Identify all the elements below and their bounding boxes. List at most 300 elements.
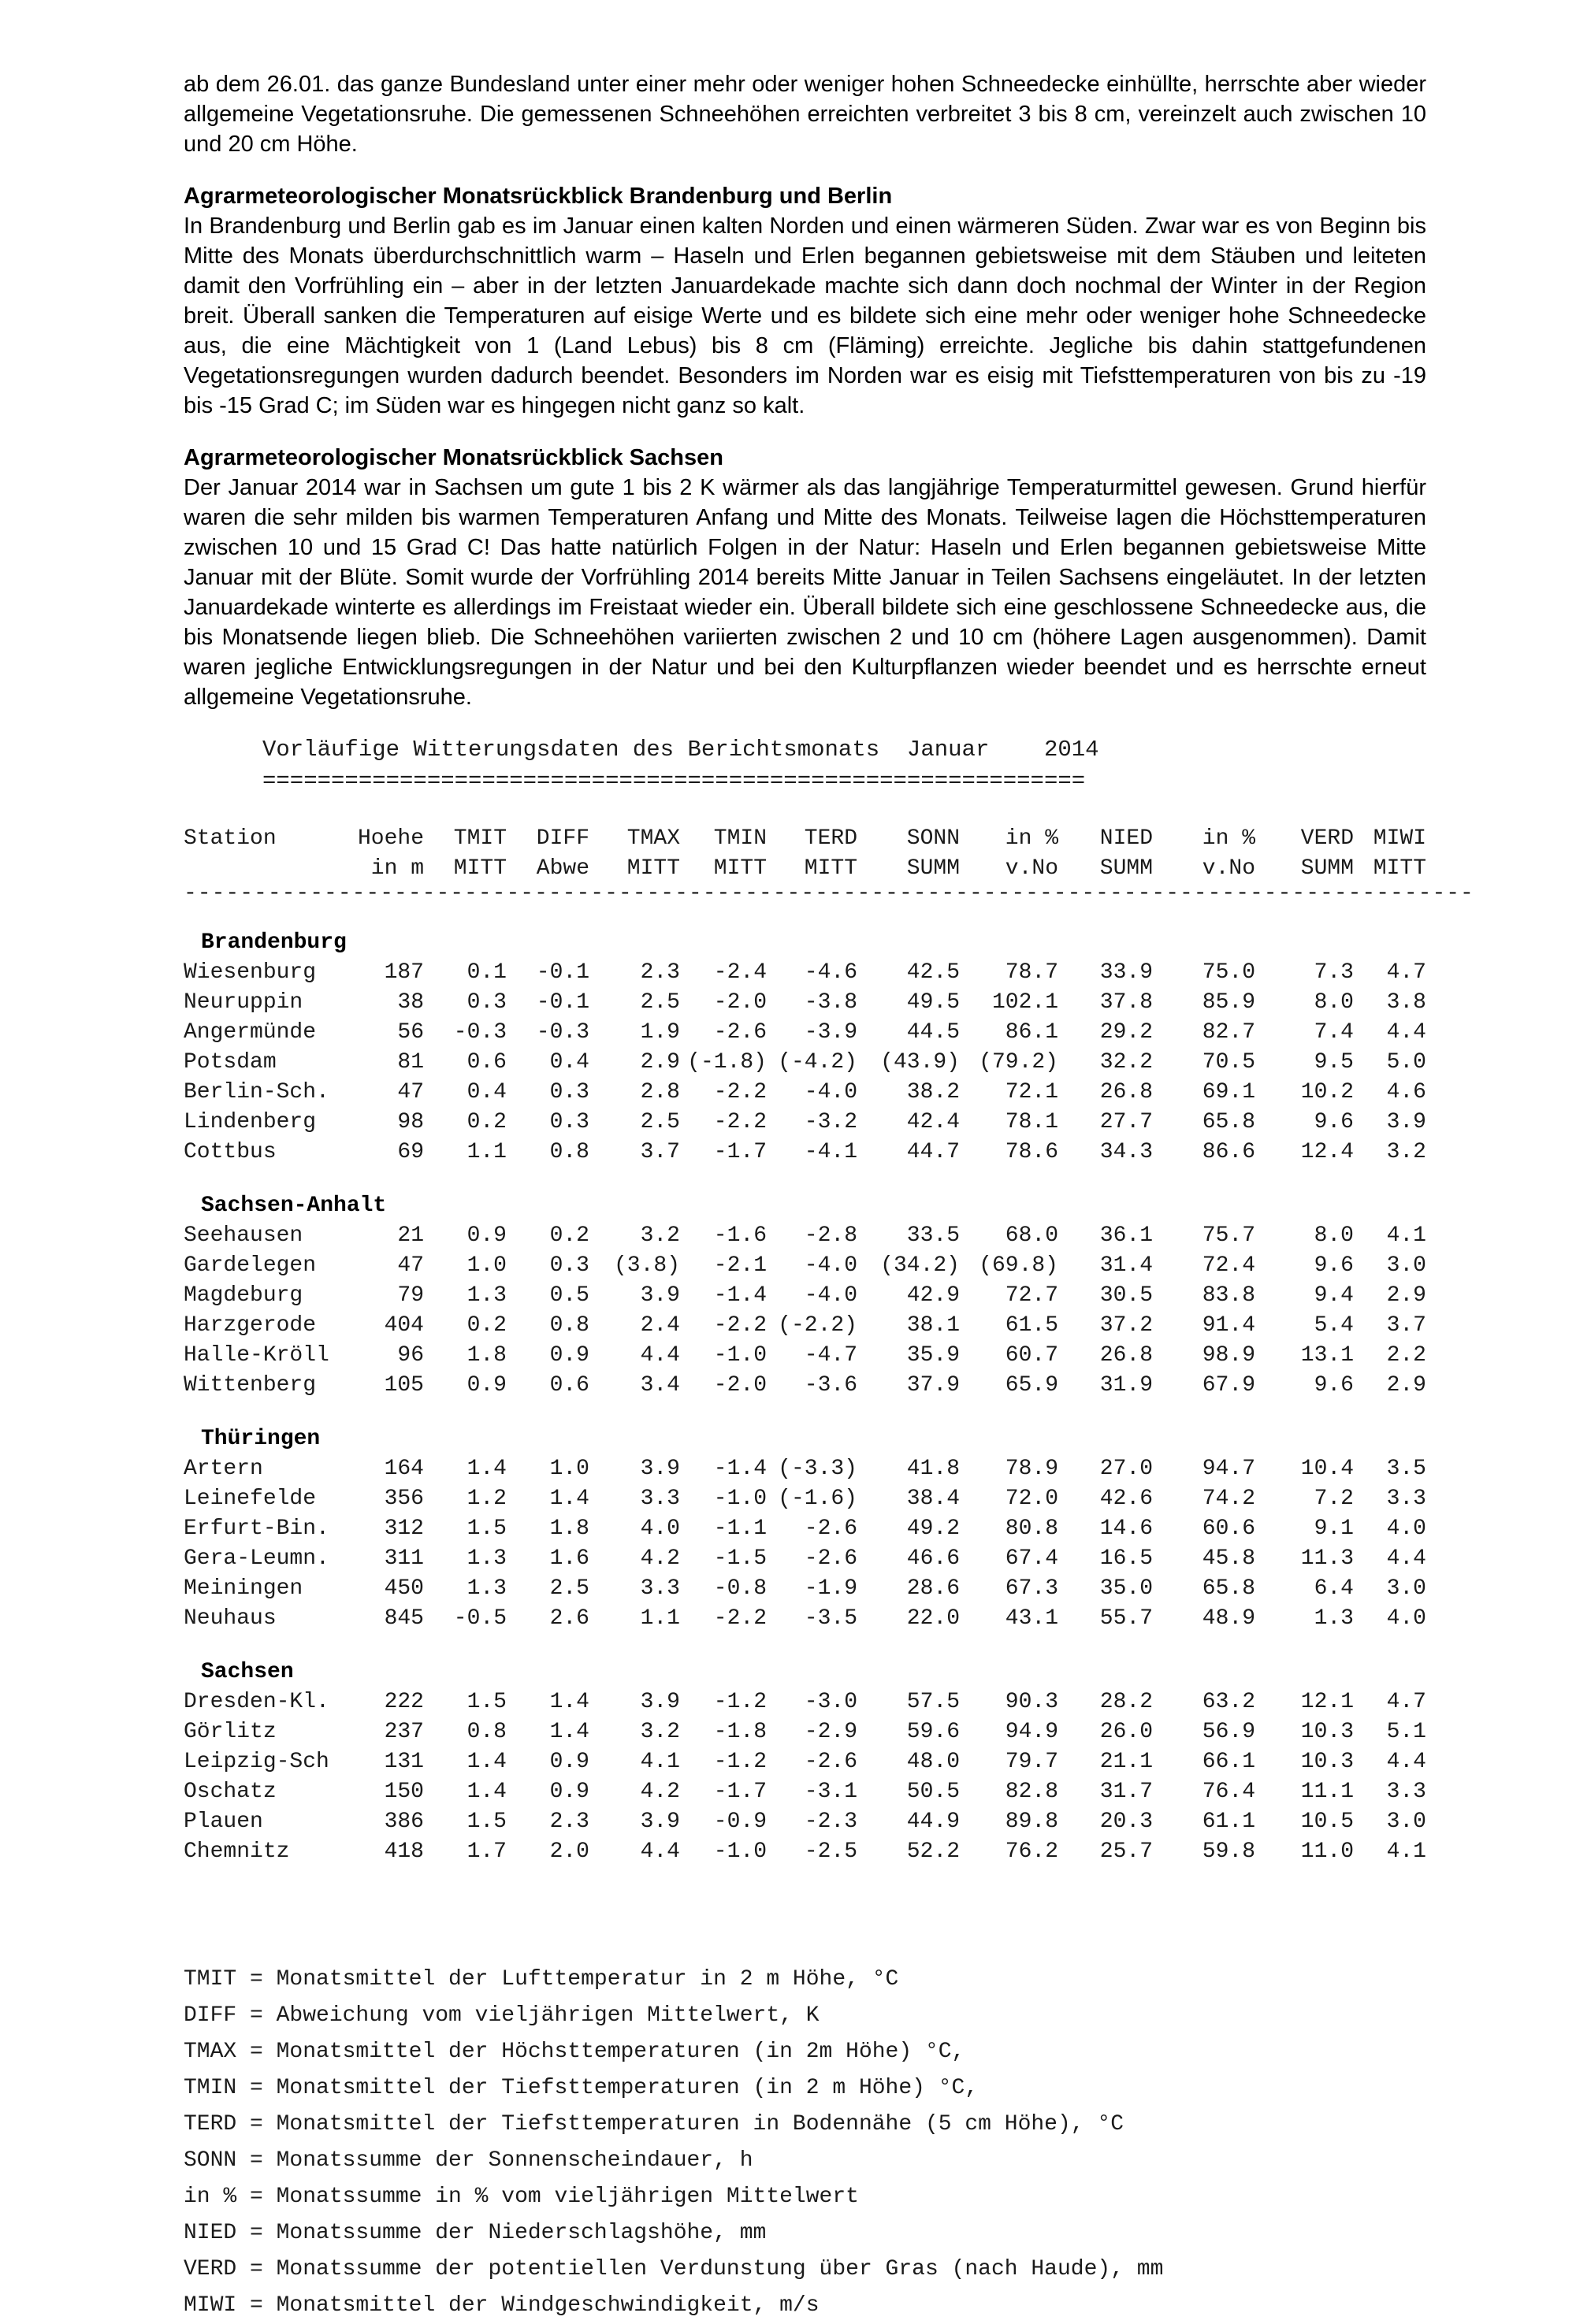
value-cell: 2.0 <box>549 1840 589 1864</box>
value-cell: -2.6 <box>804 1750 857 1774</box>
legend-line: TMAX = Monatsmittel der Höchsttemperaturen (in 2m Höhe) °C, <box>184 2040 965 2064</box>
value-cell: -3.0 <box>804 1690 857 1714</box>
value-cell: 0.9 <box>466 1373 507 1398</box>
value-cell: 80.8 <box>1005 1517 1058 1541</box>
value-cell: 0.1 <box>466 960 507 985</box>
value-cell: 11.1 <box>1300 1780 1354 1804</box>
station-name: Chemnitz <box>184 1840 290 1864</box>
header-separator: -------------------------------------------------------------------------------------------- <box>184 882 1474 906</box>
column-header: Hoehe <box>357 826 424 851</box>
value-cell: 70.5 <box>1202 1050 1255 1075</box>
value-cell: 164 <box>384 1457 424 1481</box>
value-cell: 1.3 <box>1314 1606 1354 1631</box>
value-cell: 21.1 <box>1099 1750 1153 1774</box>
value-cell: 1.4 <box>466 1780 507 1804</box>
section-paragraph-brandenburg-berlin: In Brandenburg und Berlin gab es im Januar einen kalten Norden und einen wärmeren Süden. Zwar war es von Beginn bis Mitte des Monats überdurchschnittlich warm – Haseln und Erlen begannen gebietsweise mit dem Stäuben und leiteten damit den Vorfrühling ein – aber in der letzten Januardekade machte sich dann doch nochmal der Winter in der Region breit. Überall sanken die Temperaturen auf eisige Werte und es bildete sich eine mehr oder weniger hohe Schneedecke aus, die eine Mächtigkeit von 1 (Land Lebus) bis 8 cm (Fläming) erreichte. Jegliche bis dahin stattgefundenen Vegetationsregungen wurden dadurch beendet. Besonders im Norden war es eisig mit Tiefsttemperaturen von bis zu -19 bis -15 Grad C; im Süden war es hingegen nicht ganz so kalt. <box>184 213 1426 418</box>
header-separator-row <box>184 884 1426 904</box>
column-header: MITT <box>804 856 857 881</box>
value-cell: 1.4 <box>549 1720 589 1744</box>
header-row-1 <box>184 824 1426 854</box>
table-row <box>184 1341 1426 1371</box>
value-cell: 9.6 <box>1314 1373 1354 1398</box>
table-body <box>184 904 1426 1867</box>
value-cell: 3.7 <box>1386 1313 1426 1338</box>
value-cell: 102.1 <box>991 990 1058 1015</box>
value-cell: 59.8 <box>1202 1840 1255 1864</box>
value-cell: 9.1 <box>1314 1517 1354 1541</box>
table-row <box>184 1544 1426 1574</box>
value-cell: -2.8 <box>804 1223 857 1248</box>
value-cell: 3.2 <box>640 1223 680 1248</box>
value-cell: 3.3 <box>640 1487 680 1511</box>
value-cell: 2.3 <box>640 960 680 985</box>
value-cell: 38.4 <box>906 1487 960 1511</box>
value-cell: (69.8) <box>979 1253 1058 1278</box>
station-name: Lindenberg <box>184 1110 317 1134</box>
column-header: in % <box>1005 826 1058 851</box>
station-name: Halle-Kröll <box>184 1343 329 1368</box>
value-cell: 63.2 <box>1202 1690 1255 1714</box>
value-cell: -2.6 <box>713 1020 767 1045</box>
value-cell: 26.0 <box>1099 1720 1153 1744</box>
header-row-2 <box>184 854 1426 884</box>
value-cell: 42.4 <box>906 1110 960 1134</box>
value-cell: 91.4 <box>1202 1313 1255 1338</box>
value-cell: 3.9 <box>640 1810 680 1834</box>
value-cell: 65.9 <box>1005 1373 1058 1398</box>
value-cell: 4.7 <box>1386 960 1426 985</box>
group-label-thüringen: Thüringen <box>201 1427 321 1451</box>
value-cell: 45.8 <box>1202 1546 1255 1571</box>
value-cell: 4.1 <box>1386 1223 1426 1248</box>
value-cell: 4.4 <box>1386 1020 1426 1045</box>
station-name: Oschatz <box>184 1780 277 1804</box>
value-cell: 29.2 <box>1099 1020 1153 1045</box>
value-cell: 8.0 <box>1314 1223 1354 1248</box>
value-cell: 5.4 <box>1314 1313 1354 1338</box>
table-row <box>184 1604 1426 1634</box>
value-cell: 86.6 <box>1202 1140 1255 1164</box>
value-cell: 10.5 <box>1300 1810 1354 1834</box>
value-cell: 79 <box>397 1283 424 1308</box>
value-cell: -2.2 <box>713 1080 767 1104</box>
value-cell: 0.9 <box>549 1343 589 1368</box>
value-cell: 9.5 <box>1314 1050 1354 1075</box>
value-cell: 356 <box>384 1487 424 1511</box>
station-name: Potsdam <box>184 1050 277 1075</box>
value-cell: 450 <box>384 1576 424 1601</box>
value-cell: 1.5 <box>466 1517 507 1541</box>
value-cell: 3.0 <box>1386 1576 1426 1601</box>
value-cell: 96 <box>397 1343 424 1368</box>
value-cell: 48.0 <box>906 1750 960 1774</box>
value-cell: -2.2 <box>713 1606 767 1631</box>
value-cell: 4.4 <box>640 1840 680 1864</box>
value-cell: 42.9 <box>906 1283 960 1308</box>
value-cell: 3.9 <box>640 1690 680 1714</box>
value-cell: -1.9 <box>804 1576 857 1601</box>
value-cell: 13.1 <box>1300 1343 1354 1368</box>
value-cell: 1.3 <box>466 1283 507 1308</box>
value-cell: -2.0 <box>713 990 767 1015</box>
value-cell: 82.8 <box>1005 1780 1058 1804</box>
value-cell: 90.3 <box>1005 1690 1058 1714</box>
value-cell: 37.8 <box>1099 990 1153 1015</box>
value-cell: 27.7 <box>1099 1110 1153 1134</box>
value-cell: 59.6 <box>906 1720 960 1744</box>
value-cell: (34.2) <box>880 1253 960 1278</box>
value-cell: -2.0 <box>713 1373 767 1398</box>
value-cell: -1.5 <box>713 1546 767 1571</box>
value-cell: 0.2 <box>466 1313 507 1338</box>
value-cell: 845 <box>384 1606 424 1631</box>
group-spacer <box>184 1634 1426 1658</box>
value-cell: 11.3 <box>1300 1546 1354 1571</box>
table-row <box>184 1078 1426 1108</box>
value-cell: 78.7 <box>1005 960 1058 985</box>
value-cell: 3.8 <box>1386 990 1426 1015</box>
section-paragraph-sachsen: Der Januar 2014 war in Sachsen um gute 1 bis 2 K wärmer als das langjährige Temperaturmittel gewesen. Grund hierfür waren die sehr milden bis warmen Temperaturen Anfang und Mitte des Monats. Teilweise lagen die Höchsttemperaturen zwischen 10 und 15 Grad C! Das hatte natürlich Folgen in der Natur: Haseln und Erlen begannen gebietsweise Mitte Januar mit der Blüte. Somit wurde der Vorfrühling 2014 bereits Mitte Januar in Teilen Sachsens eingeläutet. In der letzten Januardekade winterte es allerdings im Freistaat wieder ein. Überall bildete sich eine geschlossene Schneedecke aus, die bis Monatsende liegen blieb. Die Schneehöhen variierten zwischen 2 und 10 cm (höhere Lagen ausgenommen). Damit waren jegliche Entwicklungsregungen in der Natur und bei den Kulturpflanzen wieder beendet und es herrschte erneut allgemeine Vegetationsruhe. <box>184 475 1426 710</box>
group-label-sachsen: Sachsen <box>201 1660 294 1684</box>
value-cell: 1.1 <box>466 1140 507 1164</box>
value-cell: 0.3 <box>549 1080 589 1104</box>
value-cell: 3.2 <box>640 1720 680 1744</box>
column-header: in % <box>1202 826 1255 851</box>
station-name: Seehausen <box>184 1223 303 1248</box>
column-header: TMIT <box>453 826 507 851</box>
value-cell: 76.4 <box>1202 1780 1255 1804</box>
table-row <box>184 1807 1426 1837</box>
value-cell: 2.6 <box>549 1606 589 1631</box>
value-cell: 0.8 <box>549 1313 589 1338</box>
table-row <box>184 1747 1426 1777</box>
value-cell: 74.2 <box>1202 1487 1255 1511</box>
value-cell: 79.7 <box>1005 1750 1058 1774</box>
value-cell: 10.2 <box>1300 1080 1354 1104</box>
value-cell: 5.0 <box>1386 1050 1426 1075</box>
value-cell: 16.5 <box>1099 1546 1153 1571</box>
value-cell: 72.7 <box>1005 1283 1058 1308</box>
value-cell: 55.7 <box>1099 1606 1153 1631</box>
table-row <box>184 1484 1426 1514</box>
value-cell: 1.3 <box>466 1576 507 1601</box>
value-cell: -0.8 <box>713 1576 767 1601</box>
value-cell: 7.3 <box>1314 960 1354 985</box>
value-cell: 38.2 <box>906 1080 960 1104</box>
value-cell: 0.8 <box>549 1140 589 1164</box>
value-cell: 98 <box>397 1110 424 1134</box>
value-cell: 0.9 <box>466 1223 507 1248</box>
value-cell: 2.4 <box>640 1313 680 1338</box>
value-cell: 3.4 <box>640 1373 680 1398</box>
value-cell: 36.1 <box>1099 1223 1153 1248</box>
value-cell: -3.5 <box>804 1606 857 1631</box>
group-spacer <box>184 904 1426 928</box>
value-cell: 67.3 <box>1005 1576 1058 1601</box>
value-cell: 2.5 <box>640 1110 680 1134</box>
value-cell: 69 <box>397 1140 424 1164</box>
value-cell: 3.9 <box>1386 1110 1426 1134</box>
value-cell: 10.3 <box>1300 1750 1354 1774</box>
value-cell: 222 <box>384 1690 424 1714</box>
station-name: Leinefelde <box>184 1487 317 1511</box>
value-cell: 311 <box>384 1546 424 1571</box>
value-cell: 2.5 <box>640 990 680 1015</box>
value-cell: (-3.3) <box>778 1457 857 1481</box>
value-cell: -3.1 <box>804 1780 857 1804</box>
section-heading-sachsen: Agrarmeteorologischer Monatsrückblick Sachsen <box>184 445 723 470</box>
station-name: Angermünde <box>184 1020 317 1045</box>
table-row <box>184 1311 1426 1341</box>
value-cell: 1.5 <box>466 1810 507 1834</box>
value-cell: -4.0 <box>804 1080 857 1104</box>
group-spacer <box>184 1168 1426 1191</box>
value-cell: 7.2 <box>1314 1487 1354 1511</box>
station-name: Cottbus <box>184 1140 277 1164</box>
value-cell: -2.6 <box>804 1517 857 1541</box>
station-name: Berlin-Sch. <box>184 1080 329 1104</box>
value-cell: 2.9 <box>1386 1373 1426 1398</box>
legend-line: SONN = Monatssumme der Sonnenscheindauer, h <box>184 2148 753 2173</box>
value-cell: -1.0 <box>713 1840 767 1864</box>
value-cell: 2.5 <box>549 1576 589 1601</box>
value-cell: 61.1 <box>1202 1810 1255 1834</box>
value-cell: -3.9 <box>804 1020 857 1045</box>
station-name: Wiesenburg <box>184 960 317 985</box>
value-cell: 9.6 <box>1314 1110 1354 1134</box>
value-cell: 0.2 <box>549 1223 589 1248</box>
value-cell: 1.7 <box>466 1840 507 1864</box>
value-cell: 66.1 <box>1202 1750 1255 1774</box>
column-header: SUMM <box>906 856 960 881</box>
value-cell: 37.2 <box>1099 1313 1153 1338</box>
value-cell: -2.6 <box>804 1546 857 1571</box>
value-cell: 2.3 <box>549 1810 589 1834</box>
value-cell: 98.9 <box>1202 1343 1255 1368</box>
value-cell: 49.5 <box>906 990 960 1015</box>
value-cell: -2.5 <box>804 1840 857 1864</box>
value-cell: 44.7 <box>906 1140 960 1164</box>
weather-table <box>184 824 1474 1867</box>
column-header: SUMM <box>1300 856 1354 881</box>
value-cell: 10.3 <box>1300 1720 1354 1744</box>
value-cell: (-1.6) <box>778 1487 857 1511</box>
value-cell: 43.1 <box>1005 1606 1058 1631</box>
value-cell: 1.8 <box>549 1517 589 1541</box>
value-cell: 44.5 <box>906 1020 960 1045</box>
value-cell: 78.9 <box>1005 1457 1058 1481</box>
value-cell: 0.8 <box>466 1720 507 1744</box>
value-cell: -2.2 <box>713 1313 767 1338</box>
value-cell: 34.3 <box>1099 1140 1153 1164</box>
value-cell: 7.4 <box>1314 1020 1354 1045</box>
station-name: Görlitz <box>184 1720 277 1744</box>
legend-line: TMIT = Monatsmittel der Lufttemperatur in 2 m Höhe, °C <box>184 1967 899 1992</box>
value-cell: 78.6 <box>1005 1140 1058 1164</box>
value-cell: -3.8 <box>804 990 857 1015</box>
value-cell: 0.4 <box>549 1050 589 1075</box>
column-header: SUMM <box>1099 856 1153 881</box>
value-cell: 11.0 <box>1300 1840 1354 1864</box>
value-cell: 56 <box>397 1020 424 1045</box>
station-name: Meiningen <box>184 1576 303 1601</box>
value-cell: 31.4 <box>1099 1253 1153 1278</box>
column-header: MIWI <box>1373 826 1426 851</box>
value-cell: 12.4 <box>1300 1140 1354 1164</box>
value-cell: 5.1 <box>1386 1720 1426 1744</box>
value-cell: 4.1 <box>640 1750 680 1774</box>
value-cell: 76.2 <box>1005 1840 1058 1864</box>
value-cell: 72.4 <box>1202 1253 1255 1278</box>
value-cell: -4.1 <box>804 1140 857 1164</box>
column-header: SONN <box>906 826 960 851</box>
value-cell: 89.8 <box>1005 1810 1058 1834</box>
value-cell: 57.5 <box>906 1690 960 1714</box>
value-cell: 131 <box>384 1750 424 1774</box>
value-cell: -1.7 <box>713 1780 767 1804</box>
column-header <box>184 854 345 884</box>
station-name: Artern <box>184 1457 263 1481</box>
value-cell: 237 <box>384 1720 424 1744</box>
value-cell: -1.7 <box>713 1140 767 1164</box>
value-cell: 3.7 <box>640 1140 680 1164</box>
table-row <box>184 1018 1426 1048</box>
table-row <box>184 1048 1426 1078</box>
value-cell: 86.1 <box>1005 1020 1058 1045</box>
value-cell: 60.6 <box>1202 1517 1255 1541</box>
column-header: MITT <box>713 856 767 881</box>
value-cell: 21 <box>397 1223 424 1248</box>
value-cell: (79.2) <box>979 1050 1058 1075</box>
value-cell: 418 <box>384 1840 424 1864</box>
value-cell: 3.3 <box>1386 1780 1426 1804</box>
value-cell: 386 <box>384 1810 424 1834</box>
legend-block <box>184 1962 1426 2324</box>
value-cell: 38.1 <box>906 1313 960 1338</box>
station-name: Dresden-Kl. <box>184 1690 329 1714</box>
weather-data-block <box>184 734 1474 1867</box>
value-cell: -4.0 <box>804 1283 857 1308</box>
value-cell: 32.2 <box>1099 1050 1153 1075</box>
value-cell: 4.2 <box>640 1780 680 1804</box>
value-cell: 404 <box>384 1313 424 1338</box>
value-cell: 1.8 <box>466 1343 507 1368</box>
table-row <box>184 988 1426 1018</box>
value-cell: (43.9) <box>880 1050 960 1075</box>
value-cell: 50.5 <box>906 1780 960 1804</box>
value-cell: 38 <box>397 990 424 1015</box>
value-cell: 94.7 <box>1202 1457 1255 1481</box>
value-cell: 72.0 <box>1005 1487 1058 1511</box>
table-row <box>184 958 1426 988</box>
value-cell: 2.2 <box>1386 1343 1426 1368</box>
value-cell: 67.9 <box>1202 1373 1255 1398</box>
value-cell: 67.4 <box>1005 1546 1058 1571</box>
column-header: v.No <box>1202 856 1255 881</box>
value-cell: 20.3 <box>1099 1810 1153 1834</box>
value-cell: 33.9 <box>1099 960 1153 985</box>
value-cell: 42.5 <box>906 960 960 985</box>
value-cell: 12.1 <box>1300 1690 1354 1714</box>
value-cell: 4.4 <box>1386 1750 1426 1774</box>
value-cell: 0.3 <box>549 1253 589 1278</box>
column-header: TMAX <box>626 826 680 851</box>
value-cell: 68.0 <box>1005 1223 1058 1248</box>
value-cell: 3.2 <box>1386 1140 1426 1164</box>
value-cell: 1.6 <box>549 1546 589 1571</box>
value-cell: 30.5 <box>1099 1283 1153 1308</box>
value-cell: -0.3 <box>536 1020 589 1045</box>
value-cell: 2.9 <box>640 1050 680 1075</box>
value-cell: -1.2 <box>713 1690 767 1714</box>
section-heading-brandenburg-berlin: Agrarmeteorologischer Monatsrückblick Brandenburg und Berlin <box>184 184 893 209</box>
table-row <box>184 1574 1426 1604</box>
station-name: Leipzig-Sch <box>184 1750 329 1774</box>
value-cell: 31.9 <box>1099 1373 1153 1398</box>
value-cell: 26.8 <box>1099 1080 1153 1104</box>
value-cell: 1.1 <box>640 1606 680 1631</box>
value-cell: 1.4 <box>466 1750 507 1774</box>
value-cell: -0.3 <box>453 1020 507 1045</box>
value-cell: -4.0 <box>804 1253 857 1278</box>
station-name: Wittenberg <box>184 1373 317 1398</box>
value-cell: 0.9 <box>549 1750 589 1774</box>
value-cell: 85.9 <box>1202 990 1255 1015</box>
station-name: Erfurt-Bin. <box>184 1517 329 1541</box>
value-cell: -0.1 <box>536 990 589 1015</box>
value-cell: (-4.2) <box>778 1050 857 1075</box>
legend-line: NIED = Monatssumme der Niederschlagshöhe, mm <box>184 2221 767 2245</box>
value-cell: 4.0 <box>640 1517 680 1541</box>
value-cell: 4.4 <box>640 1343 680 1368</box>
column-header: DIFF <box>536 826 589 851</box>
value-cell: 4.6 <box>1386 1080 1426 1104</box>
value-cell: 1.3 <box>466 1546 507 1571</box>
group-label-brandenburg: Brandenburg <box>201 930 347 955</box>
value-cell: 56.9 <box>1202 1720 1255 1744</box>
table-row <box>184 1777 1426 1807</box>
value-cell: 4.4 <box>1386 1546 1426 1571</box>
value-cell: 4.0 <box>1386 1517 1426 1541</box>
value-cell: 3.9 <box>640 1283 680 1308</box>
value-cell: 33.5 <box>906 1223 960 1248</box>
value-cell: 9.4 <box>1314 1283 1354 1308</box>
value-cell: 8.0 <box>1314 990 1354 1015</box>
value-cell: 41.8 <box>906 1457 960 1481</box>
value-cell: 81 <box>397 1050 424 1075</box>
value-cell: 9.6 <box>1314 1253 1354 1278</box>
value-cell: -3.6 <box>804 1373 857 1398</box>
column-header: MITT <box>626 856 680 881</box>
value-cell: -0.5 <box>453 1606 507 1631</box>
value-cell: -4.6 <box>804 960 857 985</box>
value-cell: -4.7 <box>804 1343 857 1368</box>
table-row <box>184 1221 1426 1251</box>
value-cell: 25.7 <box>1099 1840 1153 1864</box>
station-name: Magdeburg <box>184 1283 303 1308</box>
station-name: Harzgerode <box>184 1313 317 1338</box>
station-name: Neuhaus <box>184 1606 277 1631</box>
value-cell: -2.3 <box>804 1810 857 1834</box>
station-name: Plauen <box>184 1810 263 1834</box>
value-cell: 72.1 <box>1005 1080 1058 1104</box>
table-row <box>184 1281 1426 1311</box>
legend-line: DIFF = Abweichung vom vieljährigen Mittelwert, K <box>184 2003 820 2028</box>
value-cell: 0.5 <box>549 1283 589 1308</box>
value-cell: -2.1 <box>713 1253 767 1278</box>
value-cell: -1.1 <box>713 1517 767 1541</box>
value-cell: -0.1 <box>536 960 589 985</box>
